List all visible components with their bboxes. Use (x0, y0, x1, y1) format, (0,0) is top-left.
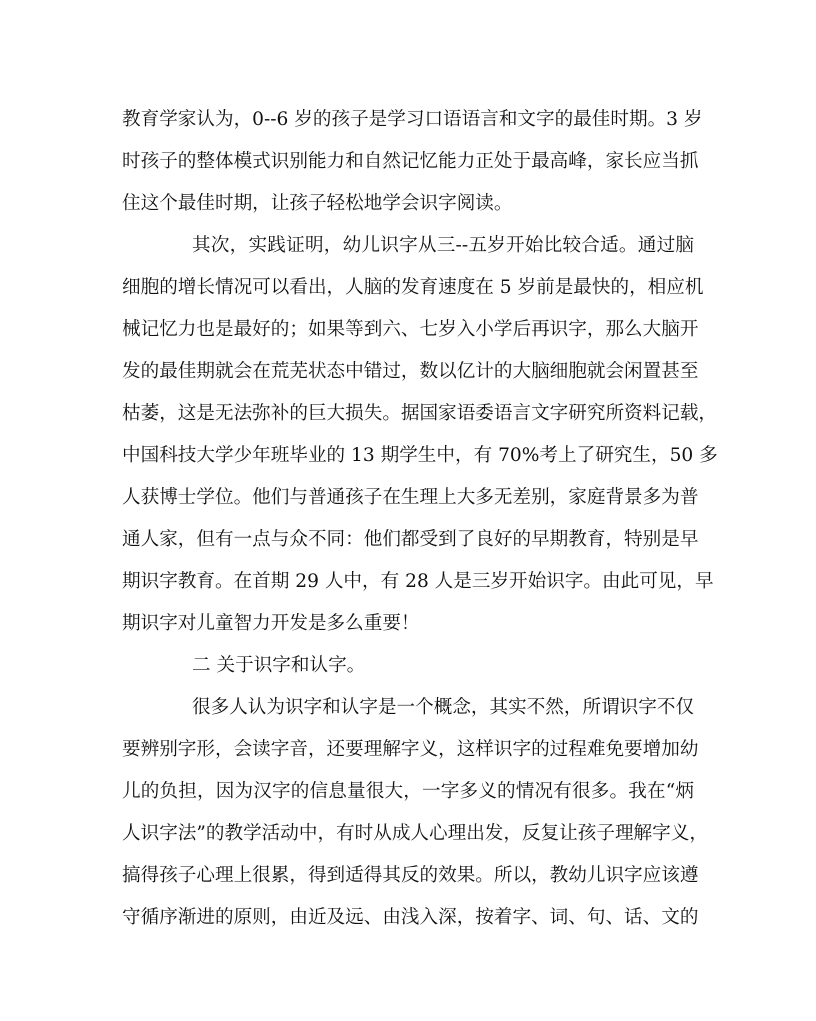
text-line: 儿的负担，因为汉字的信息量很大，一字多义的情况有很多。我在“炳 (122, 781, 694, 802)
text-line: 期识字对儿童智力开发是多么重要！ (122, 613, 420, 634)
text-line: 发的最佳期就会在荒芜状态中错过，数以亿计的大脑细胞就会闲置甚至 (122, 361, 699, 382)
text-line: 住这个最佳时期，让孩子轻松地学会识字阅读。 (122, 193, 513, 214)
text-line: 细胞的增长情况可以看出，人脑的发育速度在 5 岁前是最快的，相应机 (122, 277, 704, 298)
section-heading: 二 关于识字和认字。 (192, 655, 366, 676)
paragraph-first-line: 很多人认为识字和认字是一个概念，其实不然，所谓识字不仅 (192, 697, 695, 718)
text-line: 中国科技大学少年班毕业的 13 期学生中，有 70%考上了研究生，50 多 (122, 445, 718, 466)
text-line: 枯萎，这是无法弥补的巨大损失。据国家语委语言文字研究所资料记载， (122, 403, 718, 424)
text-line: 人识字法”的教学活动中，有时从成人心理出发，反复让孩子理解字义， (122, 823, 708, 844)
text-line: 教育学家认为，0--6 岁的孩子是学习口语语言和文字的最佳时期。3 岁 (122, 109, 703, 130)
text-line: 时孩子的整体模式识别能力和自然记忆能力正处于最高峰，家长应当抓 (122, 151, 699, 172)
text-line: 械记忆力也是最好的；如果等到六、七岁入小学后再识字，那么大脑开 (122, 319, 699, 340)
paragraph-first-line: 其次，实践证明，幼儿识字从三--五岁开始比较合适。通过脑 (192, 235, 694, 256)
text-line: 通人家，但有一点与众不同：他们都受到了良好的早期教育，特别是早 (122, 529, 699, 550)
text-line: 守循序渐进的原则，由近及远、由浅入深，按着字、词、句、话、文的 (122, 907, 699, 928)
text-line: 期识字教育。在首期 29 人中，有 28 人是三岁开始识字。由此可见，早 (122, 571, 714, 592)
text-line: 人获博士学位。他们与普通孩子在生理上大多无差别，家庭背景多为普 (122, 487, 699, 508)
text-line: 要辨别字形，会读字音，还要理解字义，这样识字的过程难免要增加幼 (122, 739, 699, 760)
text-line: 搞得孩子心理上很累，得到适得其反的效果。所以，教幼儿识字应该遵 (122, 865, 699, 886)
